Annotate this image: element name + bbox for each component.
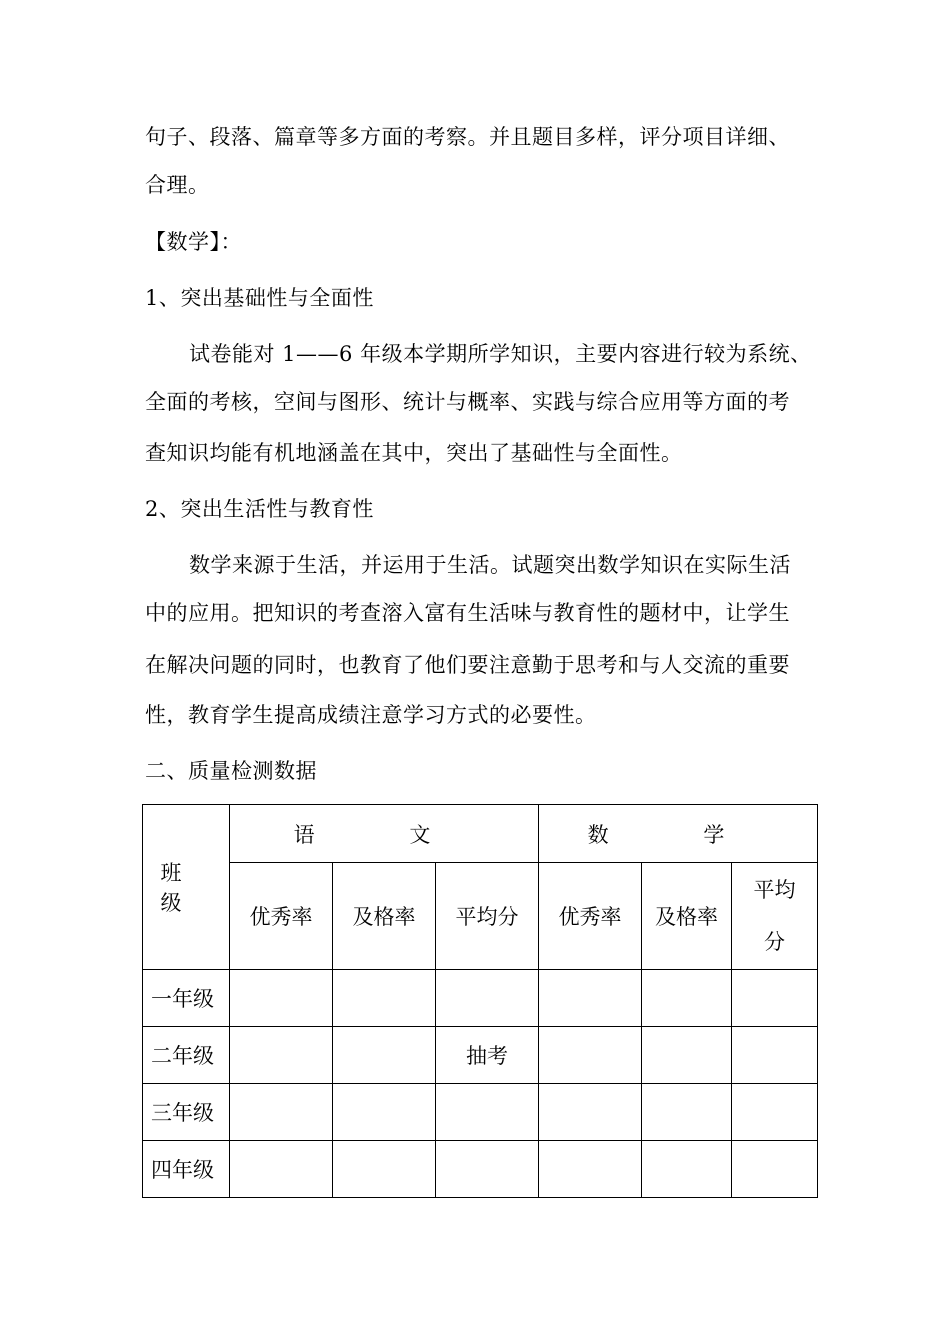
table-cell <box>436 1141 539 1198</box>
paragraph-line: 性，教育学生提高成绩注意学习方式的必要性。 <box>145 703 597 727</box>
grade-label: 四年级 <box>143 1141 230 1198</box>
table-cell <box>732 970 818 1027</box>
paragraph-line: 合理。 <box>145 173 210 197</box>
math-excellent-header: 优秀率 <box>539 863 642 970</box>
table-cell <box>642 1027 732 1084</box>
table-row <box>143 970 818 1027</box>
math-average-header-line1: 平均 <box>753 878 796 902</box>
table-row <box>143 1027 818 1084</box>
chinese-excellent-header: 优秀率 <box>230 863 333 970</box>
table-cell <box>539 970 642 1027</box>
math-average-header-line2: 分 <box>764 930 785 954</box>
paragraph-line: 查知识均能有机地涵盖在其中，突出了基础性与全面性。 <box>145 441 683 465</box>
paragraph-line: 中的应用。把知识的考查溶入富有生活味与教育性的题材中，让学生 <box>145 601 790 625</box>
section-heading-math: 【数学】： <box>145 230 242 254</box>
grade-label: 一年级 <box>143 970 230 1027</box>
table-cell <box>230 1141 333 1198</box>
table-cell <box>642 970 732 1027</box>
chinese-average-header: 平均分 <box>436 863 539 970</box>
table-cell <box>436 970 539 1027</box>
table-header-row <box>143 805 818 863</box>
table-row <box>143 1141 818 1198</box>
quality-data-table <box>142 804 818 1198</box>
paragraph-line: 数学来源于生活，并运用于生活。试题突出数学知识在实际生活 <box>189 553 791 577</box>
table-cell <box>539 1027 642 1084</box>
table-cell <box>436 1084 539 1141</box>
table-subheader-row <box>143 863 818 970</box>
table-cell <box>333 1084 436 1141</box>
class-header-cell: 班 级 <box>143 805 230 970</box>
table-cell <box>642 1141 732 1198</box>
grade-label: 三年级 <box>143 1084 230 1141</box>
grade-label: 二年级 <box>143 1027 230 1084</box>
paragraph-line: 全面的考核，空间与图形、统计与概率、实践与综合应用等方面的考 <box>145 390 790 414</box>
table-cell <box>642 1084 732 1141</box>
chinese-pass-header: 及格率 <box>333 863 436 970</box>
table-cell <box>539 1084 642 1141</box>
math-average-header <box>732 863 818 970</box>
subheading-1: 1、突出基础性与全面性 <box>145 286 374 310</box>
table-cell <box>539 1141 642 1198</box>
table-cell <box>230 1084 333 1141</box>
table-cell <box>732 1084 818 1141</box>
subject-math-header: 数 学 <box>539 805 818 863</box>
paragraph-line: 试卷能对 1——6 年级本学期所学知识，主要内容进行较为系统、 <box>189 342 812 366</box>
table-cell <box>230 1027 333 1084</box>
table-cell <box>333 1027 436 1084</box>
table-row <box>143 1084 818 1141</box>
subject-chinese-header: 语 文 <box>230 805 539 863</box>
math-pass-header: 及格率 <box>642 863 732 970</box>
table-cell <box>732 1141 818 1198</box>
table-cell <box>732 1027 818 1084</box>
table-cell <box>333 970 436 1027</box>
table-cell <box>333 1141 436 1198</box>
table-cell <box>230 970 333 1027</box>
table-cell: 抽考 <box>436 1027 539 1084</box>
subheading-2: 2、突出生活性与教育性 <box>145 497 374 521</box>
paragraph-line: 句子、段落、篇章等多方面的考察。并且题目多样，评分项目详细、 <box>145 125 790 149</box>
section-heading-quality-data: 二、质量检测数据 <box>145 759 317 783</box>
paragraph-line: 在解决问题的同时，也教育了他们要注意勤于思考和与人交流的重要 <box>145 653 790 677</box>
